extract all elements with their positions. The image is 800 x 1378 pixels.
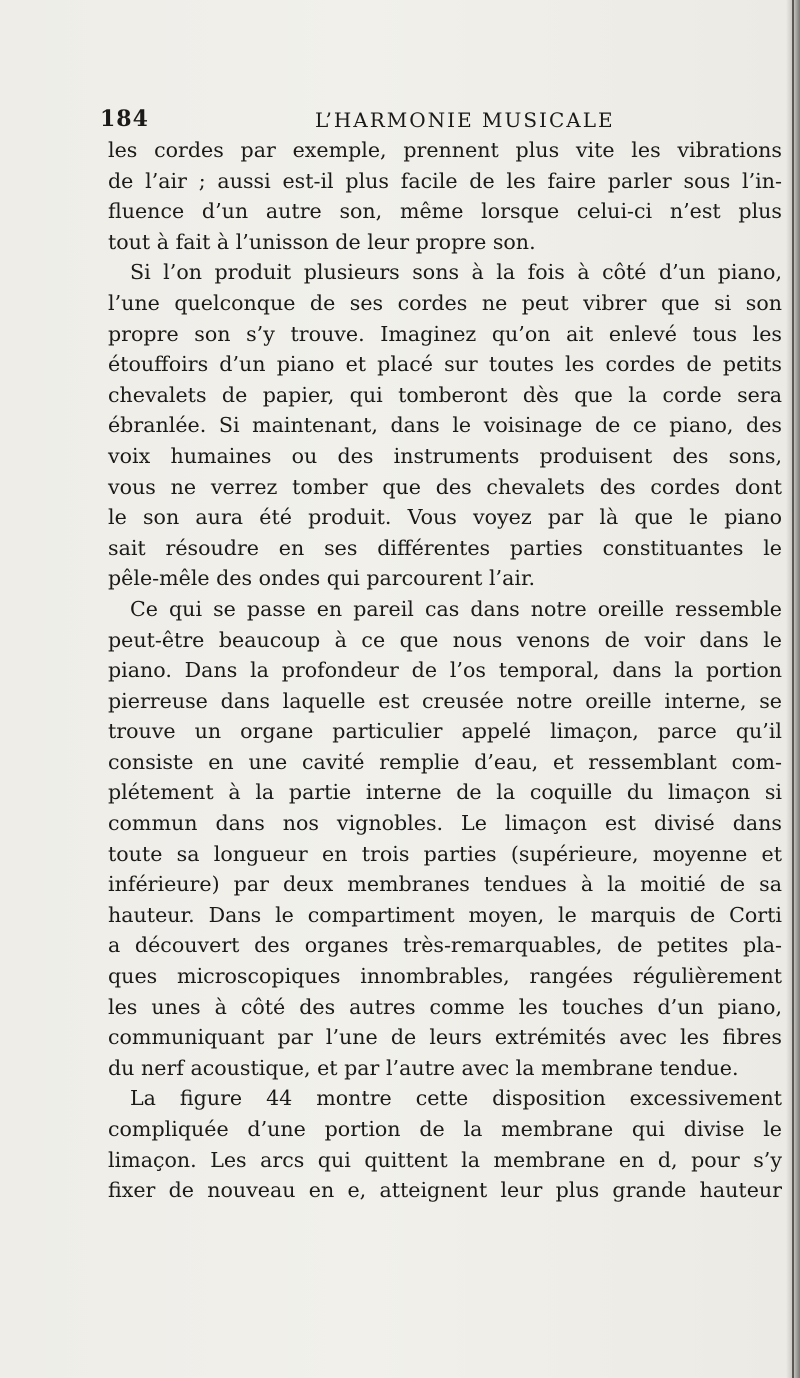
text-line: inférieure) par deux membranes tendues à la moitié de sa [108, 872, 782, 897]
text-line: tout à fait à l’unisson de leur propre son. [108, 229, 536, 254]
text-line: les unes à côté des autres comme les touches d’un piano, [108, 994, 782, 1019]
text-line: piano. Dans la profondeur de l’os temporal, dans la portion [108, 658, 782, 683]
page-header [100, 106, 782, 136]
text-line: peut-être beaucoup à ce que nous venons de voir dans le [108, 627, 782, 652]
text-line: chevalets de papier, qui tomberont dès que la corde sera [108, 382, 782, 407]
page-edge-line [792, 0, 794, 1378]
text-line: du nerf acoustique, et par l’autre avec la membrane tendue. [108, 1055, 739, 1080]
text-line: étouffoirs d’un piano et placé sur toutes les cordes de petits [108, 352, 782, 377]
text-line: compliquée d’une portion de la membrane qui divise le [108, 1117, 782, 1141]
text-line: toute sa longueur en trois parties (supérieure, moyenne et [108, 841, 782, 866]
text-line: limaçon. Les arcs qui quittent la membrane en d, pour s’y [108, 1147, 782, 1172]
text-line: pierreuse dans laquelle est creusée notre oreille interne, se [108, 688, 782, 713]
text-line: Si l’on produit plusieurs sons à la fois à côté d’un piano, [130, 260, 782, 285]
text-line: a découvert des organes très-remarquables, de petites pla- [108, 933, 782, 958]
text-line: Ce qui se passe en pareil cas dans notre oreille ressemble [130, 596, 782, 621]
text-line: vous ne verrez tomber que des chevalets des cordes dont [108, 474, 782, 499]
text-line: propre son s’y trouve. Imaginez qu’on ait enlevé tous les [108, 321, 782, 346]
text-line: fixer de nouveau en e, atteignent leur plus grande hauteur [108, 1178, 782, 1203]
running-title: L’HARMONIE MUSICALE [315, 108, 615, 132]
text-line: hauteur. Dans le compartiment moyen, le marquis de Corti [108, 902, 782, 927]
text-line: plétement à la partie interne de la coquille du limaçon si [108, 780, 782, 805]
text-line: pêle-mêle des ondes qui parcourent l’air. [108, 566, 536, 591]
text-line: de l’air ; aussi est-il plus facile de les faire parler sous l’in- [108, 168, 782, 193]
text-line: La figure 44 montre cette disposition excessivement [130, 1086, 782, 1111]
text-line: les cordes par exemple, prennent plus vite les vibrations [108, 138, 782, 162]
text-line: commun dans nos vignobles. Le limaçon est divisé dans [108, 811, 782, 836]
text-line: trouve un organe particulier appelé limaçon, parce qu’il [108, 719, 782, 744]
body-text [108, 135, 782, 1206]
text-line: ébranlée. Si maintenant, dans le voisinage de ce piano, des [108, 413, 782, 438]
text-line: ques microscopiques innombrables, rangées régulièrement [108, 964, 782, 989]
text-line: voix humaines ou des instruments produisent des sons, [108, 443, 782, 468]
text-line: l’une quelconque de ses cordes ne peut vibrer que si son [108, 290, 782, 315]
text-line: le son aura été produit. Vous voyez par là que le piano [108, 505, 782, 530]
page-number: 184 [100, 106, 149, 132]
text-line: consiste en une cavité remplie d’eau, et ressemblant com- [108, 749, 782, 774]
text-line: sait résoudre en ses différentes parties constituantes le [108, 535, 782, 560]
text-line: fluence d’un autre son, même lorsque celui-ci n’est plus [108, 199, 782, 224]
text-line: communiquant par l’une de leurs extrémités avec les fibres [108, 1025, 782, 1050]
